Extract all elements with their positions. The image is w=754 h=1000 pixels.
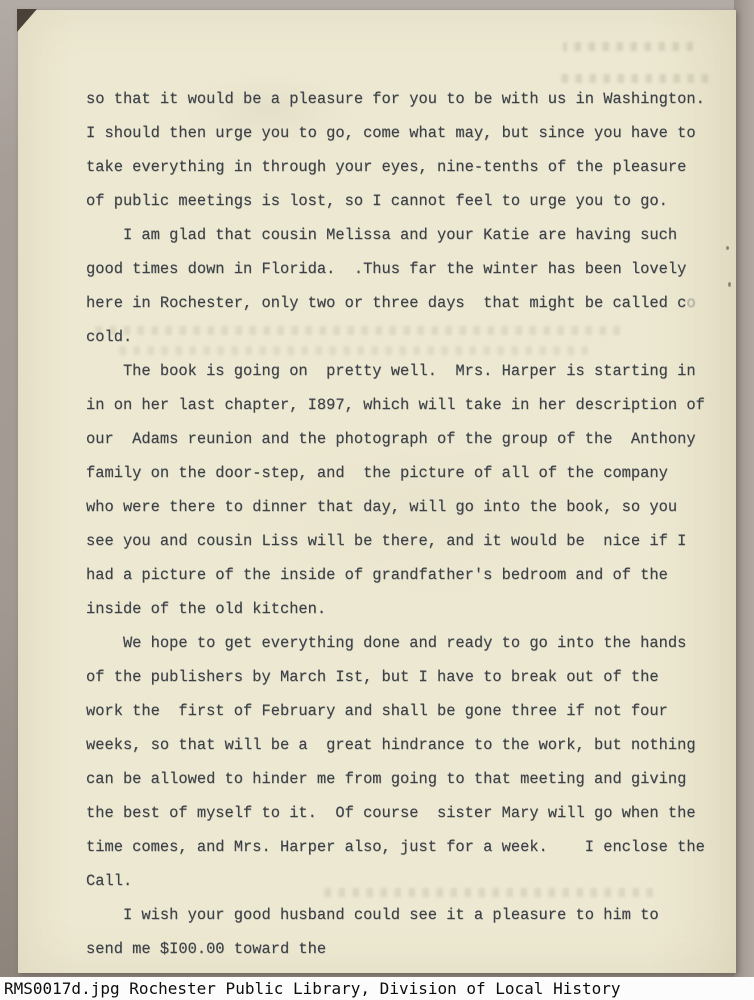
letter-line: cold. [86, 328, 133, 346]
letter-line: The book is going on pretty well. Mrs. Harper is starting in [86, 362, 696, 380]
letter-line [86, 286, 726, 320]
faded-characters: o [686, 294, 696, 312]
caption-bar [0, 977, 754, 1000]
letter-line: family on the door-step, and the picture of all of the company [86, 464, 668, 482]
paper-speck [726, 246, 729, 250]
letter-line: in on her last chapter, I897, which will take in her description of [86, 396, 705, 414]
letter-line: who were there to dinner that day, will go into the book, so you [86, 498, 678, 516]
scan-mat-right-edge [734, 0, 754, 979]
letter-line: take everything in through your eyes, nine-tenths of the pleasure [86, 158, 687, 176]
letter-line: work the first of February and shall be gone three if not four [86, 702, 668, 720]
letter-line: the best of myself to it. Of course sister Mary will go when the [86, 804, 696, 822]
letter-line: our Adams reunion and the photograph of the group of the Anthony [86, 430, 696, 448]
letter-line: can be allowed to hinder me from going to that meeting and giving [86, 770, 687, 788]
letter-line: I am glad that cousin Melissa and your Katie are having such [86, 226, 678, 244]
letter-line: I should then urge you to go, come what may, but since you have to [86, 124, 696, 142]
letter-paper [18, 10, 736, 973]
letter-line: of the publishers by March Ist, but I have to break out of the [86, 668, 659, 686]
letter-line: inside of the old kitchen. [86, 600, 327, 618]
letter-body [86, 82, 726, 966]
letter-line: send me $I00.00 toward the [86, 940, 327, 958]
letter-line: of public meetings is lost, so I cannot feel to urge you to go. [86, 192, 668, 210]
paper-speck [728, 282, 731, 287]
letter-line: I wish your good husband could see it a pleasure to him to [86, 906, 659, 924]
letter-line: Call. [86, 872, 133, 890]
letter-line: time comes, and Mrs. Harper also, just for a week. I enclose the [86, 838, 705, 856]
letter-line: good times down in Florida. .Thus far the winter has been lovely [86, 260, 687, 278]
letter-line: so that it would be a pleasure for you to be with us in Washington. [86, 90, 705, 108]
letter-line: weeks, so that will be a great hindrance to the work, but nothing [86, 736, 696, 754]
caption-text: RMS0017d.jpg Rochester Public Library, Division of Local History [4, 979, 621, 998]
letter-line: see you and cousin Liss will be there, and it would be nice if I [86, 532, 687, 550]
ink-bleedthrough [563, 42, 693, 51]
letter-line-text: here in Rochester, only two or three days that might be called c [86, 294, 687, 312]
letter-line: had a picture of the inside of grandfather's bedroom and of the [86, 566, 668, 584]
letter-line: We hope to get everything done and ready to go into the hands [86, 634, 687, 652]
